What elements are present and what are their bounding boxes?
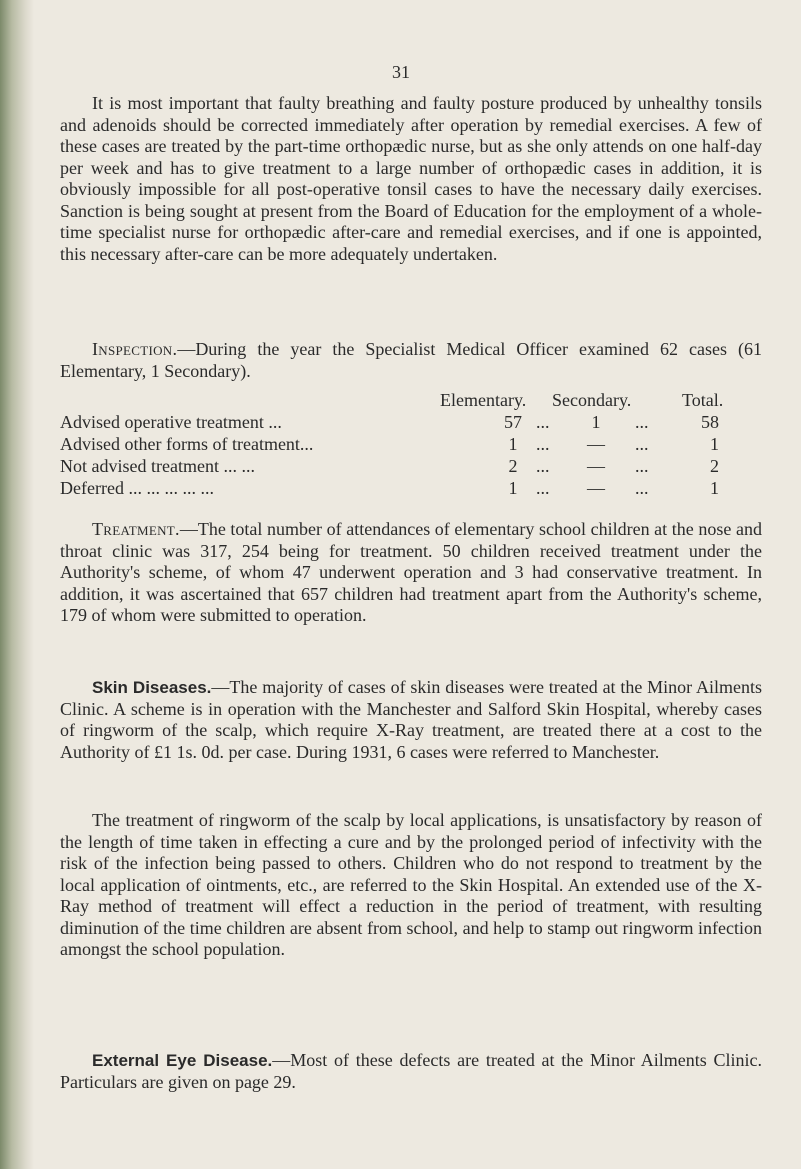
- leader-dots: ...: [536, 412, 550, 432]
- cell-total: 1: [710, 478, 719, 498]
- page-number: 31: [392, 62, 410, 82]
- cell-elementary: 1: [508, 434, 518, 454]
- header-secondary: Secondary.: [552, 390, 632, 410]
- cell-secondary: 1: [591, 412, 601, 432]
- row-label: Advised other forms of treatment...: [60, 434, 314, 454]
- leader-dots: ...: [536, 478, 550, 498]
- cell-secondary: —: [587, 434, 605, 454]
- table-header-row: [60, 390, 762, 412]
- header-total: Total.: [682, 390, 724, 410]
- leader-dots: ...: [536, 456, 550, 476]
- inspection-heading: Inspection.: [92, 339, 178, 359]
- inspection-table: [60, 390, 762, 500]
- paragraph-ringworm: The treatment of ringworm of the scalp by local applications, is unsatisfactory by reason of the length of time taken in effecting a cure and by the prolonged period of infectivity with the risk of the infection being passed to others. Children who do not respond to treatment by the local application of ointments, etc., are referred to the Skin Hospital. An extended use of the X-Ray method of treatment will effect a reduction in the period of treatment, with resulting diminution of the time children are absent from school, and help to stamp out ringworm infection amongst the school population.: [60, 810, 762, 959]
- table-row: [60, 456, 762, 478]
- paragraph-treatment: [60, 519, 762, 627]
- leader-dots: ...: [635, 456, 649, 476]
- binding-edge: [0, 0, 34, 1169]
- leader-dots: ...: [635, 478, 649, 498]
- cell-elementary: 1: [508, 478, 518, 498]
- skin-diseases-text: —The majority of cases of skin diseases were treated at the Minor Ailments Clinic. A scheme is in operation with the Manchester and Salford Skin Hospital, whereby cases of ringworm of the scalp, which require X-Ray treatment, are treated there at a cost to the Authority of £1 1s. 0d. per case. During 1931, 6 cases were referred to Manchester.: [60, 677, 762, 762]
- row-label: Not advised treatment ... ...: [60, 456, 255, 476]
- cell-secondary: —: [587, 456, 605, 476]
- external-eye-text: —Most of these defects are treated at the Minor Ailments Clinic. Particulars are given on page 29.: [60, 1050, 762, 1092]
- skin-diseases-heading: Skin Diseases.: [92, 678, 212, 697]
- cell-elementary: 57: [504, 412, 522, 432]
- header-elementary: Elementary.: [440, 390, 527, 410]
- table-row: [60, 478, 762, 500]
- table-row: [60, 434, 762, 456]
- leader-dots: ...: [635, 412, 649, 432]
- paragraph-skin-diseases: [60, 677, 762, 763]
- cell-elementary: 2: [508, 456, 518, 476]
- cell-total: 2: [710, 456, 719, 476]
- paragraph-inspection: [60, 339, 762, 382]
- leader-dots: ...: [536, 434, 550, 454]
- cell-total: 58: [701, 412, 719, 432]
- row-label: Advised operative treatment ...: [60, 412, 282, 432]
- row-label: Deferred ... ... ... ... ...: [60, 478, 214, 498]
- table-row: [60, 412, 762, 434]
- paragraph-external-eye: [60, 1050, 762, 1093]
- external-eye-heading: External Eye Disease.: [92, 1051, 273, 1070]
- leader-dots: ...: [635, 434, 649, 454]
- inspection-text: —During the year the Specialist Medical Officer examined 62 cases (61 Elementary, 1 Secondary).: [60, 339, 762, 381]
- cell-total: 1: [710, 434, 719, 454]
- cell-secondary: —: [587, 478, 605, 498]
- treatment-heading: Treatment.: [92, 519, 180, 539]
- paragraph-posture: It is most important that faulty breathing and faulty posture produced by unhealthy tonsils and adenoids should be corrected immediately after operation by remedial exercises. A few of these cases are treated by the part-time orthopædic nurse, but as she only attends on one half-day per week and has to give treatment to a large number of orthopædic cases in addition, it is obviously impossible for all post-operative tonsil cases to have the necessary daily exercises. Sanction is being sought at present from the Board of Education for the employment of a whole-time specialist nurse for orthopædic after-care and remedial exercises, and if one is appointed, this necessary after-care can be more adequately undertaken.: [60, 93, 762, 264]
- treatment-text: —The total number of attendances of elementary school children at the nose and throat clinic was 317, 254 being for treatment. 50 children received treatment under the Authority's scheme, of whom 47 underwent operation and 3 had conservative treatment. In addition, it was ascertained that 657 children had treatment apart from the Authority's scheme, 179 of whom were submitted to operation.: [60, 519, 762, 625]
